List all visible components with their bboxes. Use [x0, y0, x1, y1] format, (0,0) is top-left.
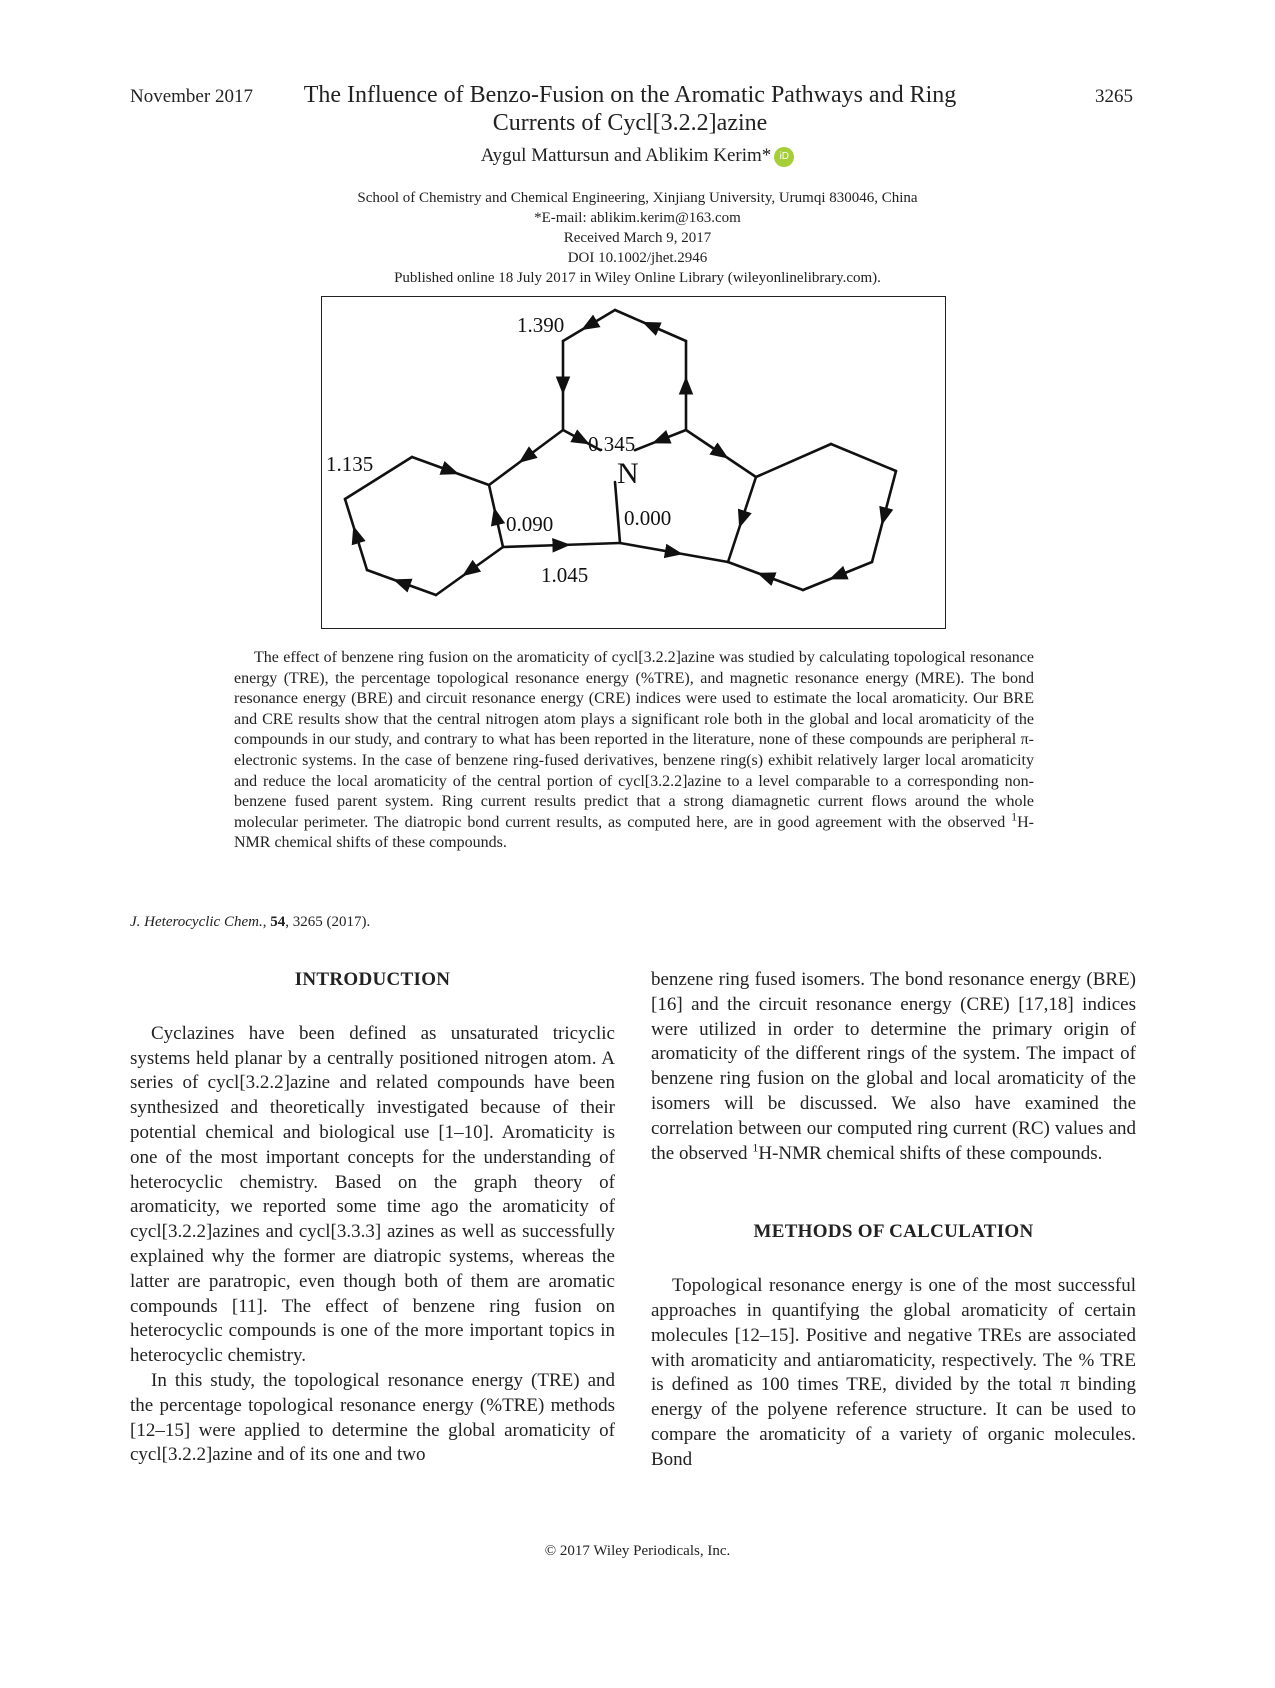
- right-ring-bond-end: [728, 562, 766, 576]
- right-link-bond-start: [686, 430, 721, 454]
- left-ring-bond-end: [367, 570, 402, 583]
- right-ring-bond-end: [872, 517, 884, 563]
- nitrogen-atom-label: N: [617, 457, 639, 490]
- left-ring-bond-start: [412, 457, 451, 471]
- left-ring-bond-end: [451, 471, 490, 485]
- journal-name: J. Heterocyclic Chem.: [130, 914, 263, 930]
- fusion-bond-left-end: [489, 485, 496, 516]
- top-ring-bond-end: [563, 326, 589, 342]
- intro-cont-text: benzene ring fused isomers. The bond resonance energy (BRE) [16] and the circuit resonance energy (CRE) [17,18] indices were utilized in order to determine the primary origin of aromaticity of the different rings of the system. The impact of benzene ring fusion on the global and local aromaticity of the isomers will be discussed. We also have examined the correlation between our computed ring current (RC) values and the observed: [651, 969, 1136, 1164]
- journal-volume: 54: [270, 914, 286, 930]
- abstract-sup: 1: [1011, 809, 1018, 824]
- bottom-bond-value: 1.045: [541, 563, 589, 587]
- cyclazine-ring-current-diagram: [322, 297, 944, 627]
- right-ring-bond-start: [884, 471, 896, 517]
- right-ring-bond-end: [803, 576, 838, 590]
- affiliation-school: School of Chemistry and Chemical Engineering, Xinjiang University, Urumqi 830046, China: [357, 190, 918, 206]
- title-line-2: Currents of Cycl[3.2.2]azine: [492, 110, 768, 136]
- left-link-bond-start: [526, 430, 563, 458]
- graphical-abstract-figure: [321, 296, 946, 629]
- fusion-bond-right-start: [742, 477, 756, 520]
- n-down-bond-value: 0.000: [624, 506, 672, 530]
- left-ring-bond-end: [345, 499, 356, 535]
- left-ring-bond-start: [356, 535, 367, 571]
- affiliation-email: *E-mail: ablikim.kerim@163.com: [534, 210, 741, 226]
- n-bond-right-end: [635, 440, 661, 450]
- bottom-bond-right-start: [620, 543, 674, 553]
- n-bond-right-start: [660, 430, 686, 440]
- author-names: Aygul Mattursun and Ablikim Kerim*: [480, 145, 772, 166]
- received-date: Received March 9, 2017: [563, 230, 712, 246]
- left-link-bond-end: [489, 458, 526, 486]
- header-date: November 2017: [130, 86, 253, 107]
- citation-sep: ,: [262, 914, 271, 930]
- top-ring-bond-start: [651, 326, 687, 342]
- fusion-bond-value: 0.090: [506, 512, 554, 536]
- fusion-bond-right-end: [728, 520, 742, 563]
- doi: DOI 10.1002/jhet.2946: [567, 250, 708, 266]
- bottom-bond-left-end: [562, 543, 621, 545]
- abstract-text-end: H-NMR chemical shifts of these compounds.: [234, 813, 1034, 852]
- top-ring-bond-start: [589, 310, 615, 326]
- abstract: [234, 648, 1034, 854]
- left-column: [130, 968, 615, 1468]
- methods-paragraph-1: Topological resonance energy is one of the most successful approaches in quantifying the global aromaticity of certain molecules [12–15]. Positive and negative TREs are associated with aromaticity and antiaromaticity, respectively. The % TRE is defined as 100 times TRE, divided by the total π binding energy of the polyene reference structure. It can be used to compare the aromaticity of a variety of organic molecules. Bond: [651, 1275, 1136, 1470]
- fusion-bond-left-start: [496, 516, 503, 547]
- abstract-text: The effect of benzene ring fusion on the aromaticity of cycl[3.2.2]azine was studied by calculating topological resonance energy (TRE), the percentage topological resonance energy (%TRE), and magnetic resonance energy (MRE). The bond resonance energy (BRE) and circuit resonance energy (CRE) indices were used to estimate the local aromaticity. Our BRE and CRE results show that the central nitrogen atom plays a significant role both in the global and local aromaticity of the compounds in our study, and contrary to what has been reported in the literature, none of these compounds are peripheral π-electronic systems. In the case of benzene ring-fused derivatives, benzene ring(s) exhibit relatively larger local aromaticity and reduce the local aromaticity of the central portion of cycl[3.2.2]azine to a level comparable to a corresponding non-benzene fused parent system. Ring current results predict that a strong diamagnetic current flows around the whole molecular perimeter. The diatropic bond current results, as computed here, are in good agreement with the observed: [234, 649, 1034, 831]
- left-ring-bond-end: [436, 571, 470, 595]
- right-ring-bond-start: [838, 562, 873, 576]
- top-ring-edge-value: 1.390: [517, 313, 565, 337]
- bottom-bond-left-start: [503, 545, 562, 547]
- published-online: Published online 18 July 2017 in Wiley Online Library (wileyonlinelibrary.com).: [394, 270, 881, 286]
- left-ring-edge-value: 1.135: [326, 452, 374, 476]
- n-bond-value: 0.345: [588, 432, 636, 456]
- left-ring-bond-start: [402, 583, 437, 596]
- top-ring-bond-end: [615, 310, 651, 326]
- affiliation-block: [0, 188, 1275, 288]
- header-page-number: 3265: [1095, 86, 1133, 107]
- title-line-1: The Influence of Benzo-Fusion on the Aromatic Pathways and Ring: [303, 82, 957, 108]
- intro-cont-sup: 1: [752, 1140, 759, 1155]
- bottom-bond-right-end: [674, 553, 728, 563]
- citation-pages-year: , 3265 (2017).: [285, 914, 371, 930]
- article-title: [250, 81, 1010, 137]
- journal-citation: [130, 914, 370, 931]
- author-line: [0, 145, 1275, 167]
- orcid-icon[interactable]: iD: [774, 147, 794, 167]
- introduction-paragraph-1: Cyclazines have been defined as unsaturated tricyclic systems held planar by a centrally positioned nitrogen atom. A series of cycl[3.2.2]azine and related compounds have been synthesized and theoretically investigated because of their potential chemical and biological use [1–10]. Aromaticity is one of the most important concepts for the understanding of heterocyclic chemistry. Based on the graph theory of aromaticity, we reported some time ago the aromaticity of cycl[3.2.2]azines and cycl[3.3.3] azines as well as successfully explained why the former are diatropic systems, whereas the latter are paratropic, even though both of them are aromatic compounds [11]. The effect of benzene ring fusion on heterocyclic compounds is one of the more important topics in heterocyclic chemistry.: [130, 1022, 615, 1367]
- intro-cont-text-end: H-NMR chemical shifts of these compounds.: [758, 1142, 1103, 1164]
- right-column: [651, 968, 1136, 1473]
- introduction-paragraph-2: In this study, the topological resonance energy (TRE) and the percentage topological resonance energy (%TRE) methods [12–15] were applied to determine the global aromaticity of cycl[3.2.2]azine and of its one and two: [130, 1369, 615, 1466]
- copyright-footer: © 2017 Wiley Periodicals, Inc.: [544, 1543, 731, 1559]
- left-ring-bond-start: [470, 547, 504, 571]
- introduction-paragraph-2-continued: [651, 968, 1136, 1166]
- n-down-bond: [615, 482, 620, 543]
- right-ring-bond-start: [766, 576, 804, 590]
- right-ring-bond: [831, 444, 896, 471]
- n-bond-left-start: [563, 430, 582, 440]
- right-ring-bond: [756, 444, 831, 477]
- introduction-heading: INTRODUCTION: [294, 969, 451, 990]
- right-link-bond-end: [721, 454, 756, 478]
- methods-heading: METHODS OF CALCULATION: [753, 1221, 1034, 1243]
